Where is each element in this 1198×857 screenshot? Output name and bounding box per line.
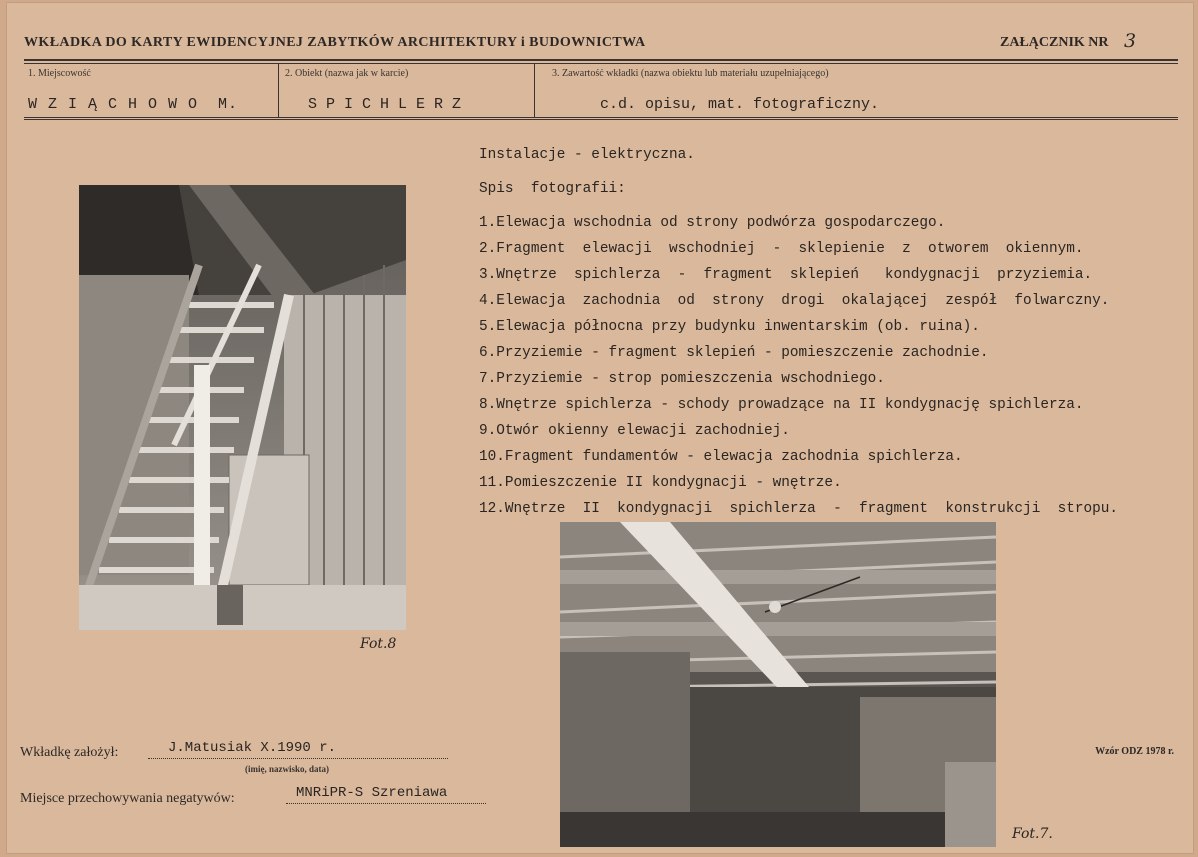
photo-list-item: 9.Otwór okienny elewacji zachodniej.: [479, 423, 790, 439]
created-by-note: (imię, nazwisko, data): [245, 764, 329, 774]
photo-list-item: 11.Pomieszczenie II kondygnacji - wnętrze.: [479, 475, 842, 491]
photo-8-caption: Fot.8: [360, 636, 397, 652]
photo-list-title: Spis fotografii:: [479, 181, 626, 197]
content-label: 3. Zawartość wkładki (nazwa obiektu lub materiału uzupełniającego): [552, 68, 829, 79]
photo-list-item: 6.Przyziemie - fragment sklepień - pomieszczenie zachodnie.: [479, 345, 989, 361]
header-rule-top-thin: [24, 63, 1178, 64]
photo-staircase: [79, 185, 406, 630]
locality-label: 1. Miejscowość: [28, 68, 91, 79]
locality-value: W Z I Ą C H O W O M.: [28, 96, 239, 113]
photo-list-item: 4.Elewacja zachodnia od strony drogi okalającej zespół folwarczny.: [479, 293, 1110, 309]
photo-list-item: 5.Elewacja północna przy budynku inwentarskim (ob. ruina).: [479, 319, 980, 335]
photo-list-item: 10.Fragment fundamentów - elewacja zachodnia spichlerza.: [479, 449, 963, 465]
storage-value: MNRiPR-S Szreniawa: [296, 785, 448, 801]
annex-label: ZAŁĄCZNIK NR: [1000, 35, 1109, 50]
installations-line: Instalacje - elektryczna.: [479, 147, 695, 163]
photo-list-item: 1.Elewacja wschodnia od strony podwórza gospodarczego.: [479, 215, 946, 231]
field-divider: [278, 63, 279, 117]
object-value: S P I C H L E R Z: [308, 96, 462, 113]
photo-list-item: 12.Wnętrze II kondygnacji spichlerza - fragment konstrukcji stropu.: [479, 501, 1119, 517]
created-by-line: [148, 758, 448, 759]
photo-7-caption: Fot.7.: [1012, 826, 1053, 842]
storage-line: [286, 803, 486, 804]
photo-ceiling: [560, 522, 996, 847]
photo-list-item: 7.Przyziemie - strop pomieszczenia wschodniego.: [479, 371, 885, 387]
created-by-label: Wkładkę założył:: [20, 745, 119, 760]
photo-list-item: 3.Wnętrze spichlerza - fragment sklepień kondygnacji przyziemia.: [479, 267, 1093, 283]
form-pattern-note: Wzór ODZ 1978 r.: [1095, 746, 1174, 757]
fields-rule-bottom-thick: [24, 119, 1178, 120]
annex-number: 3: [1124, 30, 1137, 52]
content-value: c.d. opisu, mat. fotograficzny.: [600, 96, 880, 113]
photo-list-item: 2.Fragment elewacji wschodniej - sklepienie z otworem okiennym.: [479, 241, 1084, 257]
fields-rule-bottom: [24, 117, 1178, 118]
header-rule-top: [24, 59, 1178, 61]
photo-list-item: 8.Wnętrze spichlerza - schody prowadzące na II kondygnację spichlerza.: [479, 397, 1084, 413]
created-by-value: J.Matusiak X.1990 r.: [168, 740, 337, 756]
document-title: WKŁADKA DO KARTY EWIDENCYJNEJ ZABYTKÓW ARCHITEKTURY i BUDOWNICTWA: [24, 35, 646, 50]
storage-label: Miejsce przechowywania negatywów:: [20, 791, 235, 806]
object-label: 2. Obiekt (nazwa jak w karcie): [285, 68, 409, 79]
field-divider: [534, 63, 535, 117]
